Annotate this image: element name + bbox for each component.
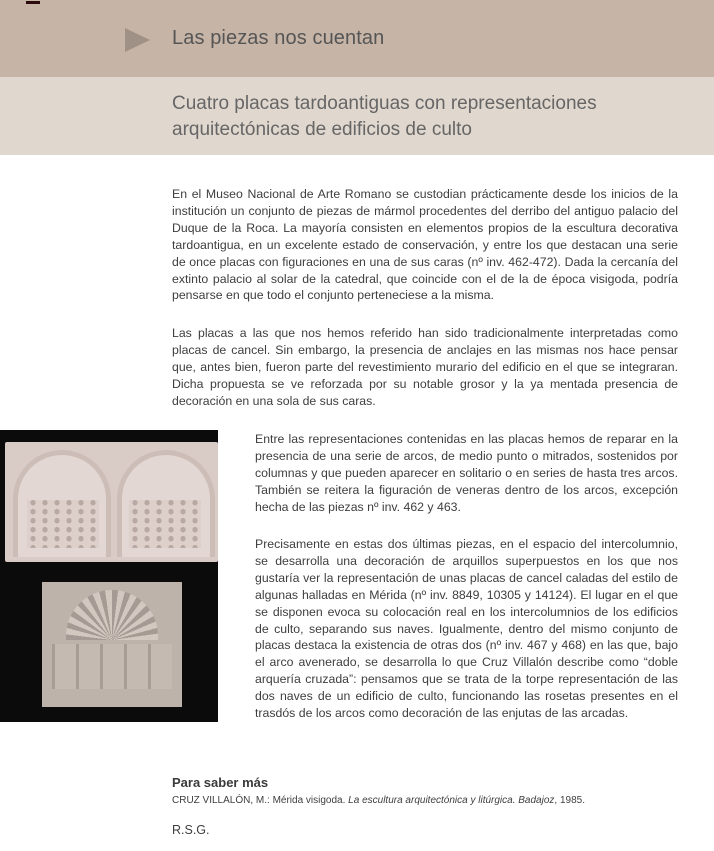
ref-author: CRUZ VILLALÓN, M.: Mérida visigoda. [172, 795, 349, 806]
lattice-pattern [129, 500, 201, 548]
further-reading-title: Para saber más [172, 775, 269, 790]
paragraph-3: Entre las representaciones contenidas en las placas hemos de reparar en la presencia de una serie de arcos, de medio punto o mitrados, sostenidos por columnas y que pueden aparecer en solitario o en series de hasta tres arcos. También se reitera la figuración de veneras dentro de los arcos, excepción hecha de las piezas nº inv. 462 y 463. [255, 432, 678, 514]
shell-arch-plaque-image [42, 582, 182, 707]
double-arch-plaque-image [5, 442, 218, 562]
subtitle-line-1: Cuatro placas tardoantiguas con representaciones [172, 93, 597, 114]
paragraph-1: En el Museo Nacional de Arte Romano se custodian prácticamente desde los inicios de la institución un conjunto de piezas de mármol procedentes del derribo del antiguo palacio del Duque de la Roca. La mayoría consisten en elementos propios de la escultura decorativa tardoantigua, en un excelente estado de conservación, y entre los que destacan una serie de once placas con figuraciones en una de sus caras (nº inv. 462-472). Dada la cercanía del extinto palacio al solar de la catedral, que coincide con el de la de época visigoda, podría pensarse en que todo el conjunto perteneciese a la misma. [172, 187, 678, 303]
subtitle-line-2: arquitectónicas de edificios de culto [172, 119, 472, 140]
author-initials: R.S.G. [172, 823, 210, 837]
play-triangle-icon [125, 28, 150, 52]
ref-year: , 1985. [554, 795, 585, 806]
scallop-shell-shape [66, 590, 158, 640]
arcade-pattern [52, 644, 172, 689]
paragraph-2: Las placas a las que nos hemos referido han sido tradicionalmente interpretadas como placas de cancel. Sin embargo, la presencia de anclajes en las mismas nos hace pensar que, antes bien, fueron parte del revestimiento murario del edificio en el que se integraran. Dicha propuesta se ve reforzada por su notable grosor y la ya mentada presencia de decoración en una sola de sus caras. [172, 326, 678, 408]
lattice-pattern [27, 500, 99, 548]
corner-mark [26, 1, 40, 4]
paragraph-4: Precisamente en estas dos últimas piezas, en el espacio del intercolumnio, se desarrolla una decoración de arquillos superpuestos en los que nos gustaría ver la representación de unas placas de cancel caladas del estilo de algunas halladas en Mérida (nº inv. 8849, 10305 y 14124). El lugar en el que se disponen evoca su colocación real en los intercolumnios de los edificios de culto, separando sus naves. Igualmente, dentro del mismo conjunto de placas destaca la existencia de otras dos (nº inv. 467 y 468) en las que, bajo el arco avenerado, se desarrolla lo que Cruz Villalón describe como “doble arquería cruzada”: pensamos que se trata de la torpe representación de las dos naves de un edificio de culto, funcionando las rosetas presentes en el trasdós de los arcos como decoración de las enjutas de las arcadas. [255, 537, 678, 721]
bibliography-reference [172, 795, 585, 806]
article-subtitle [172, 91, 672, 143]
marble-plaques-photo [0, 430, 218, 722]
ref-title: La escultura arquitectónica y litúrgica. Badajoz [348, 795, 555, 806]
section-title: Las piezas nos cuentan [172, 27, 385, 49]
